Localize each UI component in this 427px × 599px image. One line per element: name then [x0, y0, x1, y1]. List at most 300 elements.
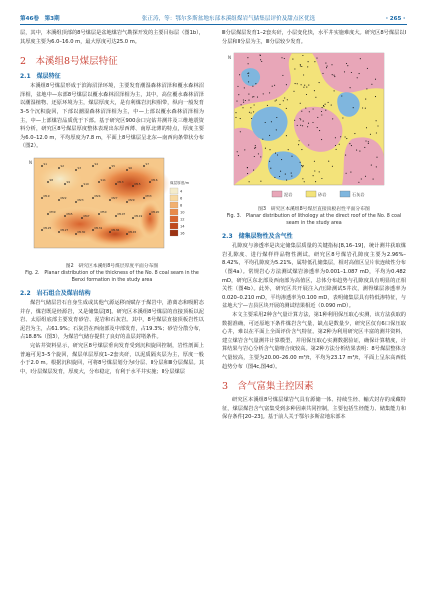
- legend-value: 12: [180, 217, 185, 222]
- well-dot: [375, 96, 376, 97]
- well-dot: [300, 66, 301, 67]
- well-dot: [245, 100, 246, 101]
- well-dot: [243, 100, 244, 101]
- well-dot: [242, 107, 243, 108]
- well-label: S2: [60, 163, 65, 168]
- well-dot: [237, 151, 238, 152]
- well-dot: [314, 90, 315, 91]
- well-dot: [319, 130, 320, 131]
- well-dot: [253, 96, 254, 97]
- well-label: M22: [60, 195, 67, 200]
- well-dot: [365, 141, 366, 142]
- well-dot: [241, 104, 242, 105]
- well-dot: [244, 150, 245, 151]
- legend-label: 砂岩: [318, 192, 327, 198]
- well-dot: [340, 136, 341, 137]
- well-dot: [275, 153, 276, 154]
- well-dot: [249, 112, 250, 113]
- well-dot: [300, 119, 301, 120]
- well-dot: [252, 86, 253, 87]
- well-dot: [271, 121, 272, 122]
- compass-label: N: [29, 159, 32, 165]
- well-dot: [251, 113, 252, 114]
- well-dot: [358, 182, 359, 183]
- well-dot: [300, 125, 301, 126]
- well-dot: [255, 145, 256, 146]
- well-dot: [250, 107, 251, 108]
- well-dot: [244, 88, 245, 89]
- well-label: S9: [66, 179, 71, 184]
- figure-2-caption-en: Fig. 2. Planar distribution of the thickness of the No. 8 coal seam in the Benxi formation in the study area: [25, 270, 199, 283]
- well-dot: [346, 63, 347, 64]
- well-dot: [286, 108, 287, 109]
- well-dot: [275, 101, 276, 102]
- well-dot: [359, 151, 360, 152]
- well-dot: [323, 105, 324, 106]
- running-header: [20, 12, 407, 24]
- well-dot: [247, 173, 248, 174]
- well-dot: [332, 166, 333, 167]
- well-dot: [255, 83, 256, 84]
- lithology-legend: [272, 191, 365, 198]
- well-dot: [249, 181, 250, 182]
- well-dot: [351, 145, 352, 146]
- well-dot: [322, 73, 323, 74]
- well-label: M45: [66, 211, 73, 216]
- well-dot: [291, 176, 292, 177]
- well-dot: [267, 105, 268, 106]
- legend-swatch: [170, 202, 178, 208]
- well-dot: [285, 174, 286, 175]
- well-dot: [235, 112, 236, 113]
- well-label: S3: [77, 165, 82, 170]
- figure-2: [20, 154, 204, 262]
- well-dot: [336, 149, 337, 150]
- well-dot: [331, 105, 332, 106]
- well-dot: [297, 125, 298, 126]
- well-dot: [322, 107, 323, 108]
- well-label: M29: [128, 197, 135, 202]
- well-label: M125: [43, 225, 52, 230]
- well-dot: [344, 72, 345, 73]
- well-dot: [339, 144, 340, 145]
- well-dot: [321, 111, 322, 112]
- well-dot: [334, 91, 335, 92]
- well-dot: [269, 149, 270, 150]
- section-heading-3: 3 含气富集主控因素: [222, 381, 314, 393]
- well-dot: [335, 137, 336, 138]
- well-dot: [306, 94, 307, 95]
- well-dot: [313, 109, 314, 110]
- well-dot: [248, 94, 249, 95]
- well-dot: [281, 57, 282, 58]
- well-dot: [376, 133, 377, 134]
- well-dot: [254, 148, 255, 149]
- well-dot: [301, 165, 302, 166]
- paragraph: 层，其中，本溪组顶部的8号煤层是盆地煤岩气勘探开发的主要目标层（图1b），其厚度主要为6.0–16.0 m，最大厚度可达25.0 m。: [20, 30, 204, 45]
- well-label: M130: [77, 229, 86, 234]
- section-heading-2: 2 本溪组8号煤层特征: [20, 56, 118, 68]
- well-dot: [300, 64, 301, 65]
- well-dot: [327, 66, 328, 67]
- well-dot: [360, 58, 361, 59]
- well-dot: [263, 94, 264, 95]
- subsection-heading-2-2: 2.2 岩石组合及煤岩结构: [20, 289, 91, 297]
- well-dot: [315, 181, 316, 182]
- well-dot: [279, 176, 280, 177]
- well-dot: [274, 85, 275, 86]
- well-label: M16: [151, 177, 158, 182]
- well-dot: [375, 79, 376, 80]
- well-dot: [359, 73, 360, 74]
- well-label: M13: [117, 179, 124, 184]
- well-dot: [305, 108, 306, 109]
- well-label: S6: [128, 165, 133, 170]
- well-dot: [239, 74, 240, 75]
- well-dot: [293, 91, 294, 92]
- well-dot: [365, 99, 366, 100]
- legend-value: 16: [180, 231, 185, 236]
- well-dot: [300, 162, 301, 163]
- well-dot: [346, 173, 347, 174]
- well-dot: [303, 87, 304, 88]
- left-column: [20, 29, 204, 376]
- well-dot: [294, 69, 295, 70]
- well-dot: [371, 165, 372, 166]
- legend-value: 4: [180, 189, 183, 194]
- well-dot: [303, 121, 304, 122]
- paragraph: 煤岩气储层岩石自身生成或其他气源运移而赋存于煤岩中，游离态和吸附态并存，煤岩既是烃源岩，又是储集层[8]。研究区本溪组8号煤层的直接顶板以泥岩、太原组底部主要发育砂岩、泥岩和石灰岩。其中，8号煤层直接顶板岩性以泥岩为主，占61.9%；石灰岩在西南部及中部发育，占19.3%；砂岩分散分布，占18.8%（图3），为煤岩气储存提供了良好的盖层封堵条件。: [20, 299, 204, 341]
- well-label: S10: [83, 181, 89, 186]
- well-label: M131: [94, 225, 103, 230]
- well-dot: [331, 64, 332, 65]
- well-dot: [307, 126, 308, 127]
- well-dot: [272, 86, 273, 87]
- well-dot: [316, 58, 317, 59]
- well-dot: [314, 61, 315, 62]
- well-dot: [302, 55, 303, 56]
- well-dot: [317, 117, 318, 118]
- well-label: M50: [100, 209, 107, 214]
- well-dot: [306, 87, 307, 88]
- well-dot: [297, 83, 298, 84]
- figure-2-caption-cn: 图2 研究区本溪组8号煤层厚度平面分布图: [65, 263, 159, 269]
- well-dot: [362, 108, 363, 109]
- well-dot: [260, 55, 261, 56]
- well-dot: [235, 117, 236, 118]
- legend-value: 6: [180, 196, 183, 201]
- well-dot: [304, 85, 305, 86]
- well-label: M107: [117, 211, 126, 216]
- well-dot: [286, 84, 287, 85]
- well-dot: [243, 102, 244, 103]
- well-dot: [295, 83, 296, 84]
- well-label: M33: [145, 193, 152, 198]
- well-dot: [332, 119, 333, 120]
- well-dot: [276, 100, 277, 101]
- well-label: M19: [43, 193, 50, 198]
- well-dot: [277, 155, 278, 156]
- well-dot: [283, 100, 284, 101]
- well-dot: [321, 115, 322, 116]
- well-dot: [248, 63, 249, 64]
- well-dot: [299, 118, 300, 119]
- well-dot: [247, 167, 248, 168]
- well-dot: [269, 135, 270, 136]
- well-label: S4: [94, 161, 99, 166]
- well-dot: [269, 161, 270, 162]
- well-dot: [253, 170, 254, 171]
- well-dot: [254, 105, 255, 106]
- well-dot: [281, 159, 282, 160]
- well-label: M145: [128, 229, 137, 234]
- well-dot: [282, 75, 283, 76]
- well-dot: [376, 157, 377, 158]
- well-dot: [308, 85, 309, 86]
- page-number: ・265・: [384, 16, 407, 22]
- well-label: M120: [151, 209, 160, 214]
- well-label: S11: [100, 177, 106, 182]
- well-dot: [248, 100, 249, 101]
- well-dot: [345, 155, 346, 156]
- well-dot: [342, 118, 343, 119]
- well-dot: [300, 103, 301, 104]
- well-dot: [376, 167, 377, 168]
- well-dot: [332, 74, 333, 75]
- coal-thickness-map: [20, 154, 204, 258]
- well-dot: [253, 112, 254, 113]
- well-label: M27: [111, 195, 118, 200]
- figure-3: [222, 49, 406, 205]
- well-dot: [302, 125, 303, 126]
- well-dot: [302, 178, 303, 179]
- well-dot: [335, 145, 336, 146]
- well-dot: [325, 110, 326, 111]
- well-dot: [349, 143, 350, 144]
- well-dot: [309, 111, 310, 112]
- well-dot: [366, 127, 367, 128]
- well-dot: [377, 126, 378, 127]
- well-dot: [298, 144, 299, 145]
- well-dot: [347, 65, 348, 66]
- well-dot: [346, 138, 347, 139]
- well-dot: [302, 166, 303, 167]
- well-dot: [308, 61, 309, 62]
- running-title: 张正涛，等：鄂尔多斯盆地东部本溪组煤岩气储集层评价及甜点区优选: [141, 16, 316, 22]
- well-dot: [240, 131, 241, 132]
- well-dot: [260, 157, 261, 158]
- well-dot: [356, 150, 357, 151]
- well-dot: [294, 120, 295, 121]
- well-dot: [247, 73, 248, 74]
- well-dot: [334, 76, 335, 77]
- subsection-heading-2-1: 2.1 煤层特征: [20, 73, 61, 81]
- well-dot: [354, 133, 355, 134]
- legend-value: 14: [180, 224, 185, 229]
- well-dot: [341, 96, 342, 97]
- well-label: M15: [134, 181, 141, 186]
- paragraph: 本文主要采用2种含气量计算方法，第1种利用保压取心实测，该方法获取的数据准确，可还原地下条件煤岩含气量，缺点是数量少，研究区仅有6口保压取心井，难以在平面上全面评价含气特征。第2种为利用研究区丰富的测井资料，建立煤岩含气量测井计算模型，并用保压取心实测数据验证，确保计算精度，计算结果与岩心分析含气量吻合度较高。第2种方法分析结果表明：8号煤层整体含气量较高，主要为20.00–26.00 m³/t，平均为23.17 m³/t，平面上呈东高西低趋势分布（图4c,图4d）。: [222, 311, 406, 370]
- well-dot: [291, 173, 292, 174]
- well-dot: [307, 67, 308, 68]
- well-dot: [248, 82, 249, 83]
- well-dot: [308, 123, 309, 124]
- well-dot: [366, 89, 367, 90]
- well-dot: [357, 77, 358, 78]
- well-dot: [292, 59, 293, 60]
- well-dot: [368, 141, 369, 142]
- right-column: [222, 29, 406, 422]
- legend-label: 泥岩: [284, 192, 293, 198]
- well-label: M24: [94, 193, 101, 198]
- well-dot: [251, 118, 252, 119]
- well-dot: [301, 84, 302, 85]
- well-dot: [287, 99, 288, 100]
- well-dot: [351, 72, 352, 73]
- well-dot: [255, 147, 256, 148]
- well-dot: [279, 104, 280, 105]
- well-dot: [334, 75, 335, 76]
- well-label: S8: [49, 177, 54, 182]
- legend-swatch: [170, 216, 178, 222]
- legend-swatch: [170, 195, 178, 201]
- well-dot: [252, 97, 253, 98]
- well-dot: [261, 61, 262, 62]
- well-dot: [315, 97, 316, 98]
- well-dot: [368, 143, 369, 144]
- figure-3-caption-en: Fig. 3. Planar distribution of lithology at the direct roof of the No. 8 coal seam in the study area: [226, 214, 402, 227]
- well-dot: [371, 84, 372, 85]
- legend-swatch: [340, 191, 350, 197]
- well-dot: [237, 86, 238, 87]
- legend-value: 8: [180, 203, 183, 208]
- well-dot: [274, 177, 275, 178]
- well-dot: [284, 58, 285, 59]
- well-dot: [248, 76, 249, 77]
- legend-title: 煤层厚度/m: [170, 180, 190, 185]
- header-rule: [20, 24, 407, 25]
- well-dot: [325, 104, 326, 105]
- well-dot: [260, 181, 261, 182]
- well-dot: [280, 171, 281, 172]
- well-dot: [284, 98, 285, 99]
- well-dot: [269, 93, 270, 94]
- well-dot: [238, 94, 239, 95]
- legend-swatch: [306, 191, 316, 197]
- figure-3-caption-cn: 图3 研究区本溪组8号煤层直接顶板岩性平面分布图: [258, 207, 370, 213]
- well-dot: [321, 178, 322, 179]
- well-dot: [262, 139, 263, 140]
- well-dot: [258, 154, 259, 155]
- well-label: S1: [43, 161, 48, 166]
- well-dot: [265, 122, 266, 123]
- well-dot: [370, 134, 371, 135]
- well-dot: [314, 161, 315, 162]
- well-dot: [304, 181, 305, 182]
- well-dot: [288, 149, 289, 150]
- well-dot: [350, 87, 351, 88]
- volume-label: 第46卷 第3期: [20, 16, 60, 22]
- paragraph: 孔隙度与渗透率是决定储集层质量的关键指标[8,16–19]，统计测井获取煤岩孔隙度、进行煤样样品物性测试。研究区8号煤岩孔隙度主要为2.96%–8.42%，平均孔隙度为5.21%，属特低孔储集层，相对高值区呈片状连续性分布（图4a）。常规岩心方法测试煤岩渗透率为0.001–1.087 mD，平均为0.482 mD，研究区东北部及西南部为高值区，总体分布趋势与孔隙度具有明显的正相关性（图4b）。此外，研究区共开展注入/压降测试5井次，测得煤层渗透率为0.020–0.210 mD，平均渗透率为0.100 mD，表明储集层具有特低渗特征，与盆地大宁—吉县区块开展的测试结果相近（0.090 mD）。: [222, 243, 406, 310]
- well-dot: [265, 148, 266, 149]
- well-dot: [303, 165, 304, 166]
- well-dot: [308, 145, 309, 146]
- well-dot: [317, 127, 318, 128]
- well-dot: [365, 108, 366, 109]
- well-dot: [276, 130, 277, 131]
- well-dot: [326, 67, 327, 68]
- well-label: M119: [134, 213, 143, 218]
- well-label: M127: [60, 227, 69, 232]
- well-dot: [286, 135, 287, 136]
- well-dot: [240, 118, 241, 119]
- well-dot: [321, 139, 322, 140]
- well-label: S7: [145, 161, 150, 166]
- well-dot: [254, 156, 255, 157]
- legend-swatch: [170, 188, 178, 194]
- well-dot: [314, 171, 315, 172]
- roof-lithology-map: [222, 49, 406, 201]
- well-dot: [247, 57, 248, 58]
- well-dot: [361, 179, 362, 180]
- well-dot: [301, 111, 302, 112]
- well-label: S5: [111, 163, 116, 168]
- well-dot: [303, 75, 304, 76]
- well-dot: [328, 102, 329, 103]
- well-dot: [260, 59, 261, 60]
- paragraph: 研究区本溪组8号煤层煤岩气具有源储一体、持续生烃、輸式封存的成藏特征，煤层煤岩含气富集受到多种因素共同控制，主要包括生烃能力、储集能力和保存条件[20–23]。基于前人关于鄂尔多斯盆地东部本: [222, 397, 406, 421]
- subsection-heading-2-3: 2.3 储集层物性及含气性: [222, 233, 293, 241]
- well-dot: [328, 161, 329, 162]
- well-dot: [257, 97, 258, 98]
- well-dot: [350, 172, 351, 173]
- thickness-legend: [170, 180, 190, 236]
- well-label: M136: [111, 227, 120, 232]
- well-dot: [319, 172, 320, 173]
- legend-swatch: [272, 191, 282, 197]
- legend-swatch: [170, 230, 178, 236]
- legend-swatch: [170, 209, 178, 215]
- well-dot: [291, 156, 292, 157]
- well-dot: [319, 82, 320, 83]
- well-dot: [365, 176, 366, 177]
- paragraph: 完钻井资料显示，研究区8号煤层垂向发育受到沉积旋回控制，岩性剖面上普遍可见3–5个旋回，煤层单层厚度1–2套夹矸，以泥质隔夹层为主，厚度一般小于2.0 m。根据沉积旋回，可将8号煤层划分为Ⅰ分层、Ⅱ分层和Ⅲ分层煤层。其中，Ⅰ分层煤层发育，厚度大，分布稳定，有利于水平井实施；Ⅱ分层煤层: [20, 342, 204, 375]
- legend-swatch: [170, 223, 178, 229]
- legend-label: 石灰岩: [352, 192, 365, 198]
- well-dot: [276, 117, 277, 118]
- well-dot: [325, 63, 326, 64]
- well-dot: [313, 175, 314, 176]
- well-dot: [299, 140, 300, 141]
- well-dot: [286, 180, 287, 181]
- paragraph: 本溪组8号煤层形成于滨海沼泽环境，主要发育潮湿森林沼泽和覆水森林沼泽相，盆地中—东部8号煤层以覆水森林沼泽相为主，其中，高位覆水森林沼泽以潮湿植物、还原环境为主，煤层厚度大，是有利煤岩沉积相带，纵向一般发育3–5个沉积旋回，下部以潮湿森林沼泽相为主，中—上部以覆水森林沼泽相为主，中—上部煤岩品质优于下部。基于研究区900余口完钻井测井及三维地震资料分析，研究区8号煤层厚度整体表现出东厚西薄、南厚北薄的特点，厚度主要为6.0–12.0 m，平均厚度为7.8 m，平面上8号煤层呈北东—南西向条带状分布（图2）。: [20, 83, 204, 150]
- legend-value: 10: [180, 210, 185, 215]
- well-dot: [373, 179, 374, 180]
- well-dot: [345, 137, 346, 138]
- well-dot: [301, 66, 302, 67]
- well-dot: [353, 107, 354, 108]
- paragraph: Ⅲ分层煤层发育1–2套夹矸，小层变化快，水平井实施难度大。研究区8号煤层以Ⅰ分层和Ⅱ分层为主，Ⅲ分层较少发育。: [222, 30, 406, 45]
- well-dot: [238, 155, 239, 156]
- well-dot: [312, 122, 313, 123]
- well-label: M23: [77, 197, 84, 202]
- well-dot: [364, 147, 365, 148]
- well-label: M47: [83, 213, 90, 218]
- well-dot: [367, 68, 368, 69]
- well-dot: [376, 120, 377, 121]
- well-label: M39: [49, 209, 56, 214]
- well-dot: [301, 149, 302, 150]
